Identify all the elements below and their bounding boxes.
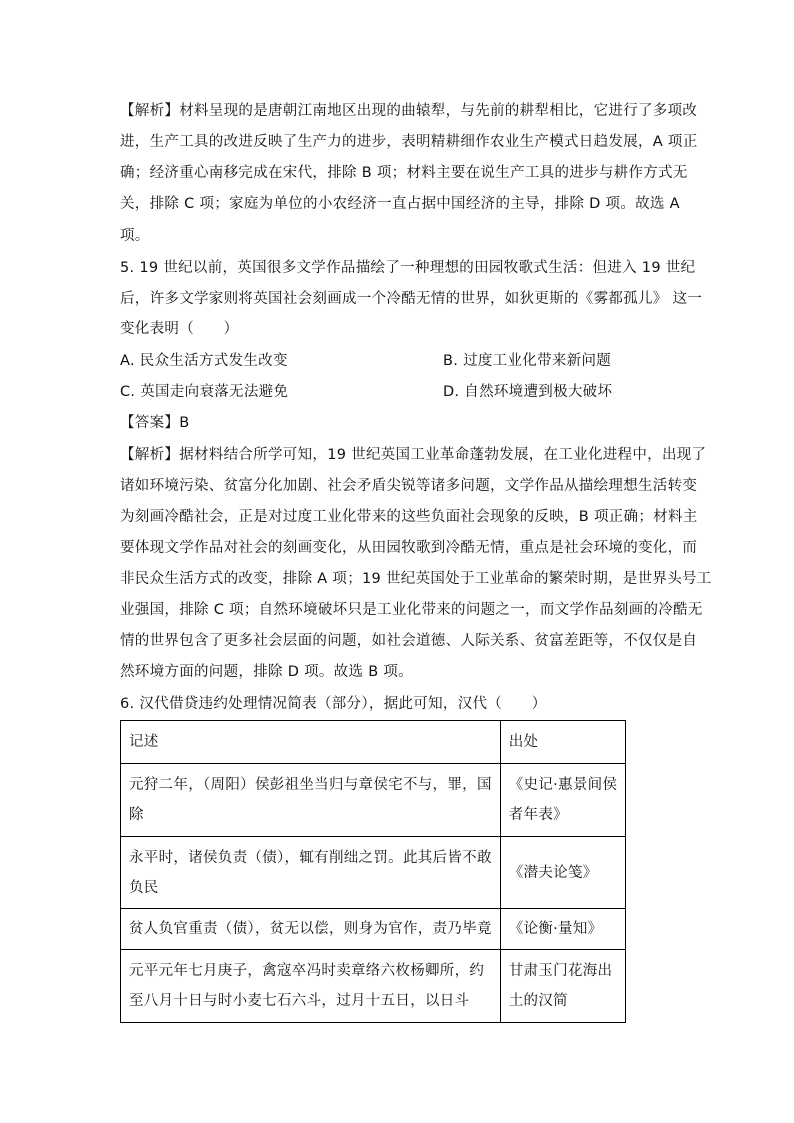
record-cell: 永平时，诸侯负责（债），辄有削绌之罚。此其后皆不敢 负民	[121, 837, 501, 909]
loan-default-table	[120, 720, 626, 1023]
q5-analysis-line: 【解析】据材料结合所学可知，19 世纪英国工业革命蓬勃发展，在工业化进程中，出现了	[120, 447, 707, 463]
q5-stem-line: 变化表明（ ）	[120, 321, 239, 337]
q5-option-c: C. 英国走向衰落无法避免	[120, 384, 289, 400]
record-cell: 元狩二年，（周阳）侯彭祖坐当归与章侯宅不与，罪，国 除	[121, 764, 501, 837]
q5-analysis-line: 非民众生活方式的改变，排除 A 项；19 世纪英国处于工业革命的繁荣时期，是世界头号工	[120, 571, 712, 587]
q4-analysis-line: 进，生产工具的改进反映了生产力的进步，表明精耕细作农业生产模式日趋发展，A 项正	[120, 134, 698, 150]
table-row	[121, 909, 626, 950]
q5-analysis-line: 要体现文学作品对社会的刻画变化，从田园牧歌到冷酷无情，重点是社会环境的变化，而	[120, 540, 698, 556]
q5-analysis-line: 情的世界包含了更多社会层面的问题，如社会道德、人际关系、贫富差距等，不仅仅是自	[120, 633, 698, 649]
q5-stem-line: 后，许多文学家则将英国社会刻画成一个冷酷无情的世界，如狄更斯的《雾都孤儿》 这一	[120, 291, 703, 307]
q4-analysis-line: 关，排除 C 项；家庭为单位的小农经济一直占据中国经济的主导，排除 D 项。故选 A	[120, 196, 680, 212]
q5-stem-line: 5. 19 世纪以前，英国很多文学作品描绘了一种理想的田园牧歌式生活：但进入 19 世纪	[120, 260, 696, 276]
table-row	[121, 950, 626, 1023]
record-cell: 元平元年七月庚子，禽寇卒冯时卖章络六枚杨卿所，约 至八月十日与时小麦七石六斗，过月十五日，以日斗	[121, 950, 501, 1023]
q5-option-b: B. 过度工业化带来新问题	[443, 353, 612, 369]
q6-stem: 6. 汉代借贷违约处理情况简表（部分），据此可知，汉代（ ）	[120, 696, 547, 712]
source-cell: 《论衡·量知》	[500, 909, 626, 950]
header-record: 记述	[121, 721, 501, 764]
table-row	[121, 837, 626, 909]
table-row	[121, 764, 626, 837]
q4-analysis-line: 项。	[120, 228, 150, 244]
q5-option-a: A. 民众生活方式发生改变	[120, 353, 288, 369]
source-cell: 《史记·惠景间侯 者年表》	[500, 764, 626, 837]
q5-analysis-line: 诸如环境污染、贫富分化加剧、社会矛盾尖锐等诸多问题，文学作品从描绘理想生活转变	[120, 478, 698, 494]
q4-analysis-line: 确；经济重心南移完成在宋代，排除 B 项；材料主要在说生产工具的进步与耕作方式无	[120, 165, 688, 181]
table-header-row	[121, 721, 626, 764]
source-cell: 甘肃玉门花海出 土的汉简	[500, 950, 626, 1023]
q5-answer: 【答案】B	[120, 415, 190, 431]
q5-analysis-line: 然环境方面的问题，排除 D 项。故选 B 项。	[120, 664, 413, 680]
record-cell: 贫人负官重责（债），贫无以偿，则身为官作，责乃毕竟	[121, 909, 501, 950]
q4-analysis-line: 【解析】材料呈现的是唐朝江南地区出现的曲辕犁，与先前的耕犁相比，它进行了多项改	[120, 103, 698, 119]
q5-analysis-line: 业强国，排除 C 项；自然环境破坏只是工业化带来的问题之一，而文学作品刻画的冷酷无	[120, 602, 703, 618]
source-cell: 《潜夫论笺》	[500, 837, 626, 909]
q5-analysis-line: 为刻画冷酷社会，正是对过度工业化带来的这些负面社会现象的反映，B 项正确；材料主	[120, 509, 698, 525]
header-source: 出处	[500, 721, 626, 764]
q5-option-d: D. 自然环境遭到极大破坏	[443, 384, 613, 400]
